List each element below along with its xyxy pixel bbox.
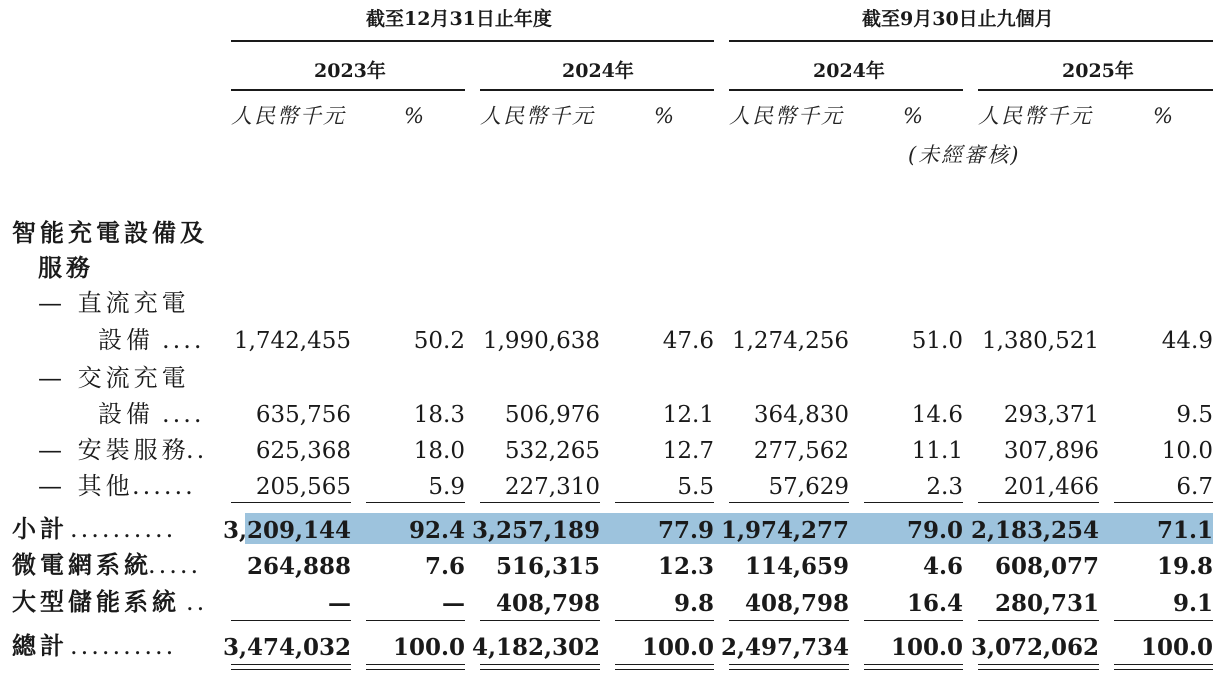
percent-cell: — (442, 590, 465, 617)
group-title-year-end: 截至12月31日止年度 (366, 8, 552, 30)
total-double-rule (978, 669, 1099, 670)
amount-cell: 114,659 (744, 553, 849, 580)
amount-cell: 1,274,256 (731, 328, 849, 354)
unit-label: 人民幣千元 (480, 104, 595, 128)
amount-cell: 635,756 (255, 402, 351, 428)
amount-cell: 1,742,455 (233, 328, 351, 354)
percent-cell: 9.1 (1172, 590, 1213, 617)
pct-label: % (404, 104, 426, 128)
leader-dots: ..... (148, 551, 202, 579)
leader-dots: .. (186, 436, 208, 464)
leader-dots: .... (162, 400, 205, 428)
total-top-rule (615, 620, 714, 621)
group-title-nine-months: 截至9月30日止九個月 (862, 8, 1054, 30)
percent-cell: 100.0 (641, 634, 714, 661)
total-double-rule (729, 669, 849, 670)
percent-cell: 11.1 (911, 438, 963, 464)
percent-cell: 12.1 (662, 402, 714, 428)
amount-cell: 532,265 (504, 438, 600, 464)
subtotal-rule (615, 502, 714, 503)
amount-cell: 57,629 (768, 474, 849, 500)
amount-cell: 1,974,277 (720, 517, 849, 544)
amount-cell: 264,888 (246, 553, 351, 580)
amount-cell: 3,072,062 (970, 634, 1099, 661)
total-double-rule (1114, 669, 1213, 670)
amount-cell: 307,896 (1003, 438, 1099, 464)
total-double-rule (978, 664, 1099, 665)
amount-cell: 280,731 (994, 590, 1099, 617)
year-header-2024-nine-months: 2024年 (813, 60, 885, 82)
year-rule (480, 89, 714, 91)
group1-rule (231, 40, 714, 42)
percent-cell: 19.8 (1156, 553, 1213, 580)
percent-cell: 100.0 (1140, 634, 1213, 661)
unit-label: 人民幣千元 (729, 104, 844, 128)
percent-cell: 18.3 (413, 402, 465, 428)
leader-dots: .... (162, 326, 205, 354)
year-rule (729, 89, 963, 91)
year-rule (231, 89, 465, 91)
total-double-rule (231, 664, 351, 665)
row-label: — 其他 (38, 472, 134, 500)
leader-dots: .......... (70, 515, 177, 543)
total-top-rule (1114, 620, 1213, 621)
row-label: 大型儲能系統 (12, 587, 180, 616)
leader-dots: .. (186, 588, 208, 616)
subtotal-rule (729, 502, 849, 503)
subtotal-rule (480, 502, 600, 503)
total-double-rule (480, 664, 600, 665)
total-top-rule (366, 620, 465, 621)
row-label: — 直流充電 (38, 289, 190, 317)
total-double-rule (864, 669, 963, 670)
leader-dots: .......... (70, 632, 177, 660)
percent-cell: 71.1 (1156, 517, 1213, 544)
subtotal-rule (978, 502, 1099, 503)
total-double-rule (1114, 664, 1213, 665)
subtotal-rule (366, 502, 465, 503)
total-top-rule (231, 620, 351, 621)
total-double-rule (366, 664, 465, 665)
percent-cell: 12.3 (657, 553, 714, 580)
total-double-rule (231, 669, 351, 670)
percent-cell: 9.5 (1176, 402, 1213, 428)
amount-cell: 408,798 (495, 590, 600, 617)
total-top-rule (864, 620, 963, 621)
year-header-2024: 2024年 (562, 60, 634, 82)
total-top-rule (978, 620, 1099, 621)
total-double-rule (729, 664, 849, 665)
pct-label: % (654, 104, 676, 128)
amount-cell: 2,183,254 (970, 517, 1099, 544)
total-top-rule (729, 620, 849, 621)
percent-cell: 5.9 (428, 474, 465, 500)
percent-cell: 12.7 (662, 438, 714, 464)
subtotal-rule (231, 502, 351, 503)
percent-cell: 4.6 (922, 553, 963, 580)
year-header-2023: 2023年 (314, 60, 386, 82)
amount-cell: 277,562 (753, 438, 849, 464)
year-header-2025: 2025年 (1062, 60, 1134, 82)
amount-cell: 516,315 (495, 553, 600, 580)
row-label: 小計 (12, 514, 68, 543)
amount-cell: 227,310 (504, 474, 600, 500)
row-label: — 交流充電 (38, 364, 190, 392)
total-double-rule (615, 664, 714, 665)
subtotal-rule (864, 502, 963, 503)
percent-cell: 18.0 (413, 438, 465, 464)
percent-cell: 79.0 (906, 517, 963, 544)
amount-cell: — (328, 590, 351, 617)
row-label: — 安裝服務 (38, 436, 190, 464)
amount-cell: 2,497,734 (720, 634, 849, 661)
percent-cell: 2.3 (926, 474, 963, 500)
amount-cell: 1,380,521 (981, 328, 1099, 354)
percent-cell: 100.0 (890, 634, 963, 661)
percent-cell: 9.8 (673, 590, 714, 617)
amount-cell: 3,474,032 (222, 634, 351, 661)
percent-cell: 47.6 (662, 328, 714, 354)
percent-cell: 50.2 (413, 328, 465, 354)
subtotal-rule (1114, 502, 1213, 503)
total-top-rule (480, 620, 600, 621)
amount-cell: 625,368 (255, 438, 351, 464)
percent-cell: 6.7 (1176, 474, 1213, 500)
section-title: 智能充電設備及 (12, 218, 208, 247)
amount-cell: 364,830 (753, 402, 849, 428)
total-double-rule (366, 669, 465, 670)
amount-cell: 1,990,638 (482, 328, 600, 354)
row-label: 總計 (12, 631, 68, 660)
group2-rule (729, 40, 1213, 42)
percent-cell: 92.4 (408, 517, 465, 544)
percent-cell: 10.0 (1161, 438, 1213, 464)
percent-cell: 44.9 (1161, 328, 1213, 354)
amount-cell: 3,257,189 (471, 517, 600, 544)
pct-label: % (1153, 104, 1175, 128)
percent-cell: 51.0 (911, 328, 963, 354)
row-label: 設備 (98, 400, 154, 428)
amount-cell: 293,371 (1003, 402, 1099, 428)
unit-label: 人民幣千元 (231, 104, 346, 128)
total-double-rule (864, 664, 963, 665)
percent-cell: 16.4 (906, 590, 963, 617)
unit-label: 人民幣千元 (978, 104, 1093, 128)
amount-cell: 4,182,302 (471, 634, 600, 661)
leader-dots: ...... (132, 472, 196, 500)
year-rule (978, 89, 1213, 91)
amount-cell: 608,077 (994, 553, 1099, 580)
amount-cell: 201,466 (1003, 474, 1099, 500)
percent-cell: 77.9 (657, 517, 714, 544)
percent-cell: 14.6 (911, 402, 963, 428)
row-label: 設備 (98, 326, 154, 354)
total-double-rule (480, 669, 600, 670)
amount-cell: 3,209,144 (222, 517, 351, 544)
unaudited-label: (未經審核) (908, 143, 1021, 167)
percent-cell: 7.6 (424, 553, 465, 580)
amount-cell: 506,976 (504, 402, 600, 428)
section-title: 服務 (38, 253, 94, 282)
pct-label: % (903, 104, 925, 128)
row-label: 微電網系統 (12, 550, 152, 579)
percent-cell: 100.0 (392, 634, 465, 661)
amount-cell: 205,565 (255, 474, 351, 500)
total-double-rule (615, 669, 714, 670)
amount-cell: 408,798 (744, 590, 849, 617)
percent-cell: 5.5 (677, 474, 714, 500)
